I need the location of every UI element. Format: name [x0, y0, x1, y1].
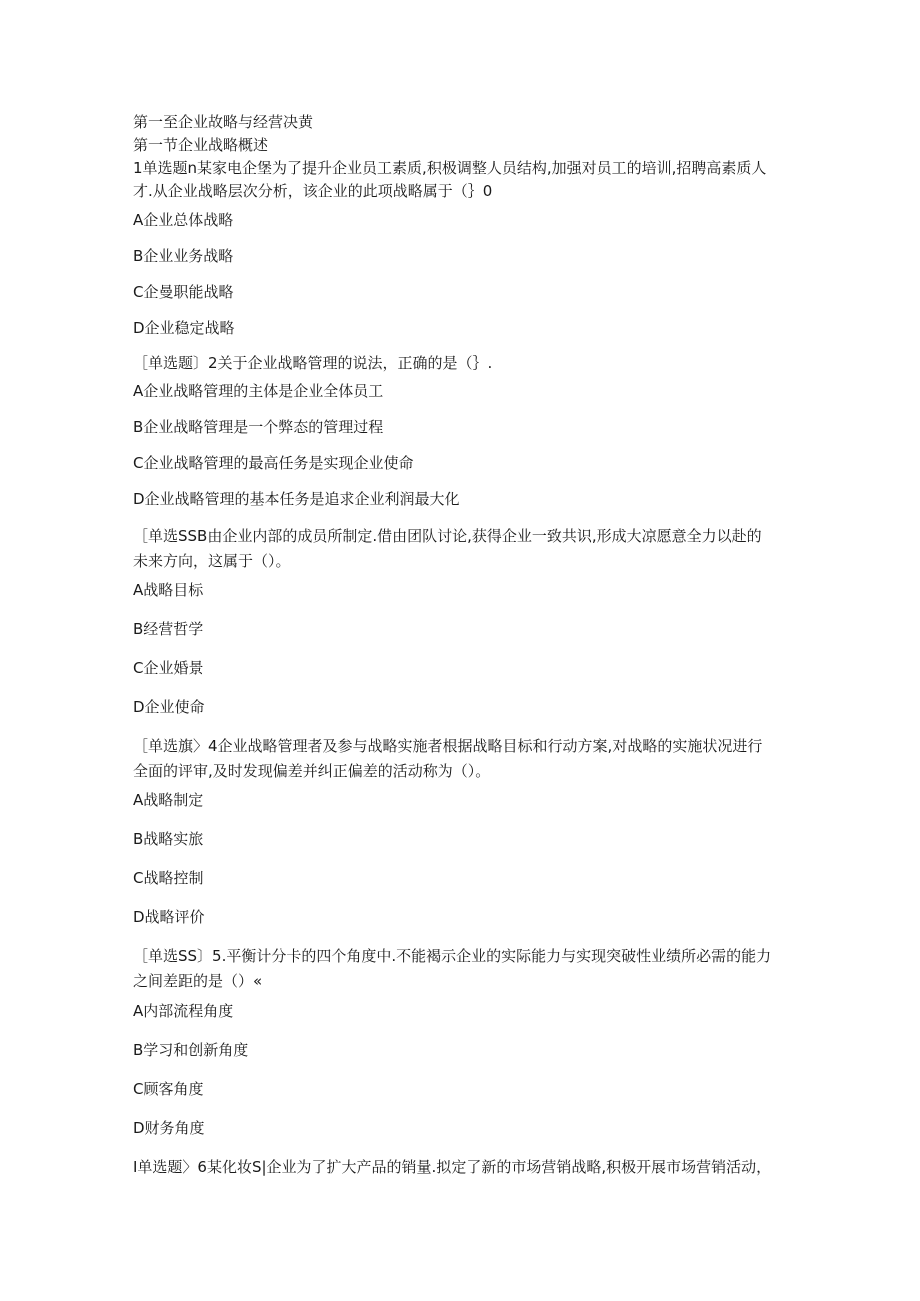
question-1-stem-line-1: 1单选题n某家电企堡为了提升企业员工素质,积极调整人员结构,加强对员工的培训,招聘高素质人: [133, 159, 767, 177]
question-5-option-d: D财务角度: [133, 1119, 205, 1137]
question-1-option-d: D企业稳定战略: [133, 319, 235, 337]
question-4-option-a: A战略制定: [133, 791, 204, 809]
question-3-stem-line-2: 未来方向，这属于（）。: [133, 552, 291, 570]
question-2-option-b: B企业战略管理是一个弊态的管理过程: [133, 418, 384, 436]
question-4-stem-line-2: 全面的评审,及时发现偏差并纠正偏差的活动称为（）。: [133, 762, 491, 780]
chapter-title: 第一至企业故略与经营决黄: [133, 113, 314, 131]
question-2-option-d: D企业战略管理的基本任务是追求企业利润最大化: [133, 490, 460, 508]
question-4-stem-line-1: ［单选旗〉4企业战略管理者及参与战略实施者根据战略目标和行动方案,对战略的实施状况进行: [133, 737, 763, 755]
question-4-option-b: B战略实旅: [133, 830, 204, 848]
question-3-option-c: C企业婚景: [133, 659, 204, 677]
question-3-option-a: A战略目标: [133, 581, 204, 599]
question-5-stem-line-2: 之间差距的是（）«: [133, 972, 263, 990]
question-1-stem-line-2: 才.从企业战略层次分析，该企业的此项战略属于（｝0: [133, 182, 493, 200]
question-2-option-a: A企业战略管理的主体是企业全体员工: [133, 382, 384, 400]
question-6-stem-line-1: I单选题〉6某化妆S|企业为了扩大产品的销量.拟定了新的市场营销战略,积极开展市场营销活动，: [133, 1158, 772, 1176]
question-3-option-d: D企业使命: [133, 698, 205, 716]
question-5-stem-line-1: ［单选SS〕5.平衡计分卡的四个角度中.不能褐示企业的实际能力与实现突破性业绩所必需的能力: [133, 947, 772, 965]
question-2-option-c: C企业战略管理的最高任务是实现企业使命: [133, 454, 414, 472]
question-1-option-a: A企业总体战略: [133, 211, 234, 229]
question-4-option-d: D战略评价: [133, 908, 205, 926]
section-title: 第一节企业战略概述: [133, 136, 269, 154]
question-5-option-a: A内部流程角度: [133, 1002, 234, 1020]
question-3-stem-line-1: ［单选SSB由企业内部的成员所制定.借由团队讨论,获得企业一致共识,形成大凉愿意全力以赴的: [133, 527, 762, 545]
question-3-option-b: B经营哲学: [133, 620, 204, 638]
question-1-option-c: C企曼职能战略: [133, 283, 234, 301]
question-1-option-b: B企业业务战略: [133, 247, 234, 265]
question-2-stem-line-1: ［单选题〕2关于企业战略管理的说法，正确的是（｝.: [133, 354, 493, 372]
question-5-option-b: B学习和创新角度: [133, 1041, 249, 1059]
question-5-option-c: C顾客角度: [133, 1080, 204, 1098]
question-4-option-c: C战略控制: [133, 869, 204, 887]
